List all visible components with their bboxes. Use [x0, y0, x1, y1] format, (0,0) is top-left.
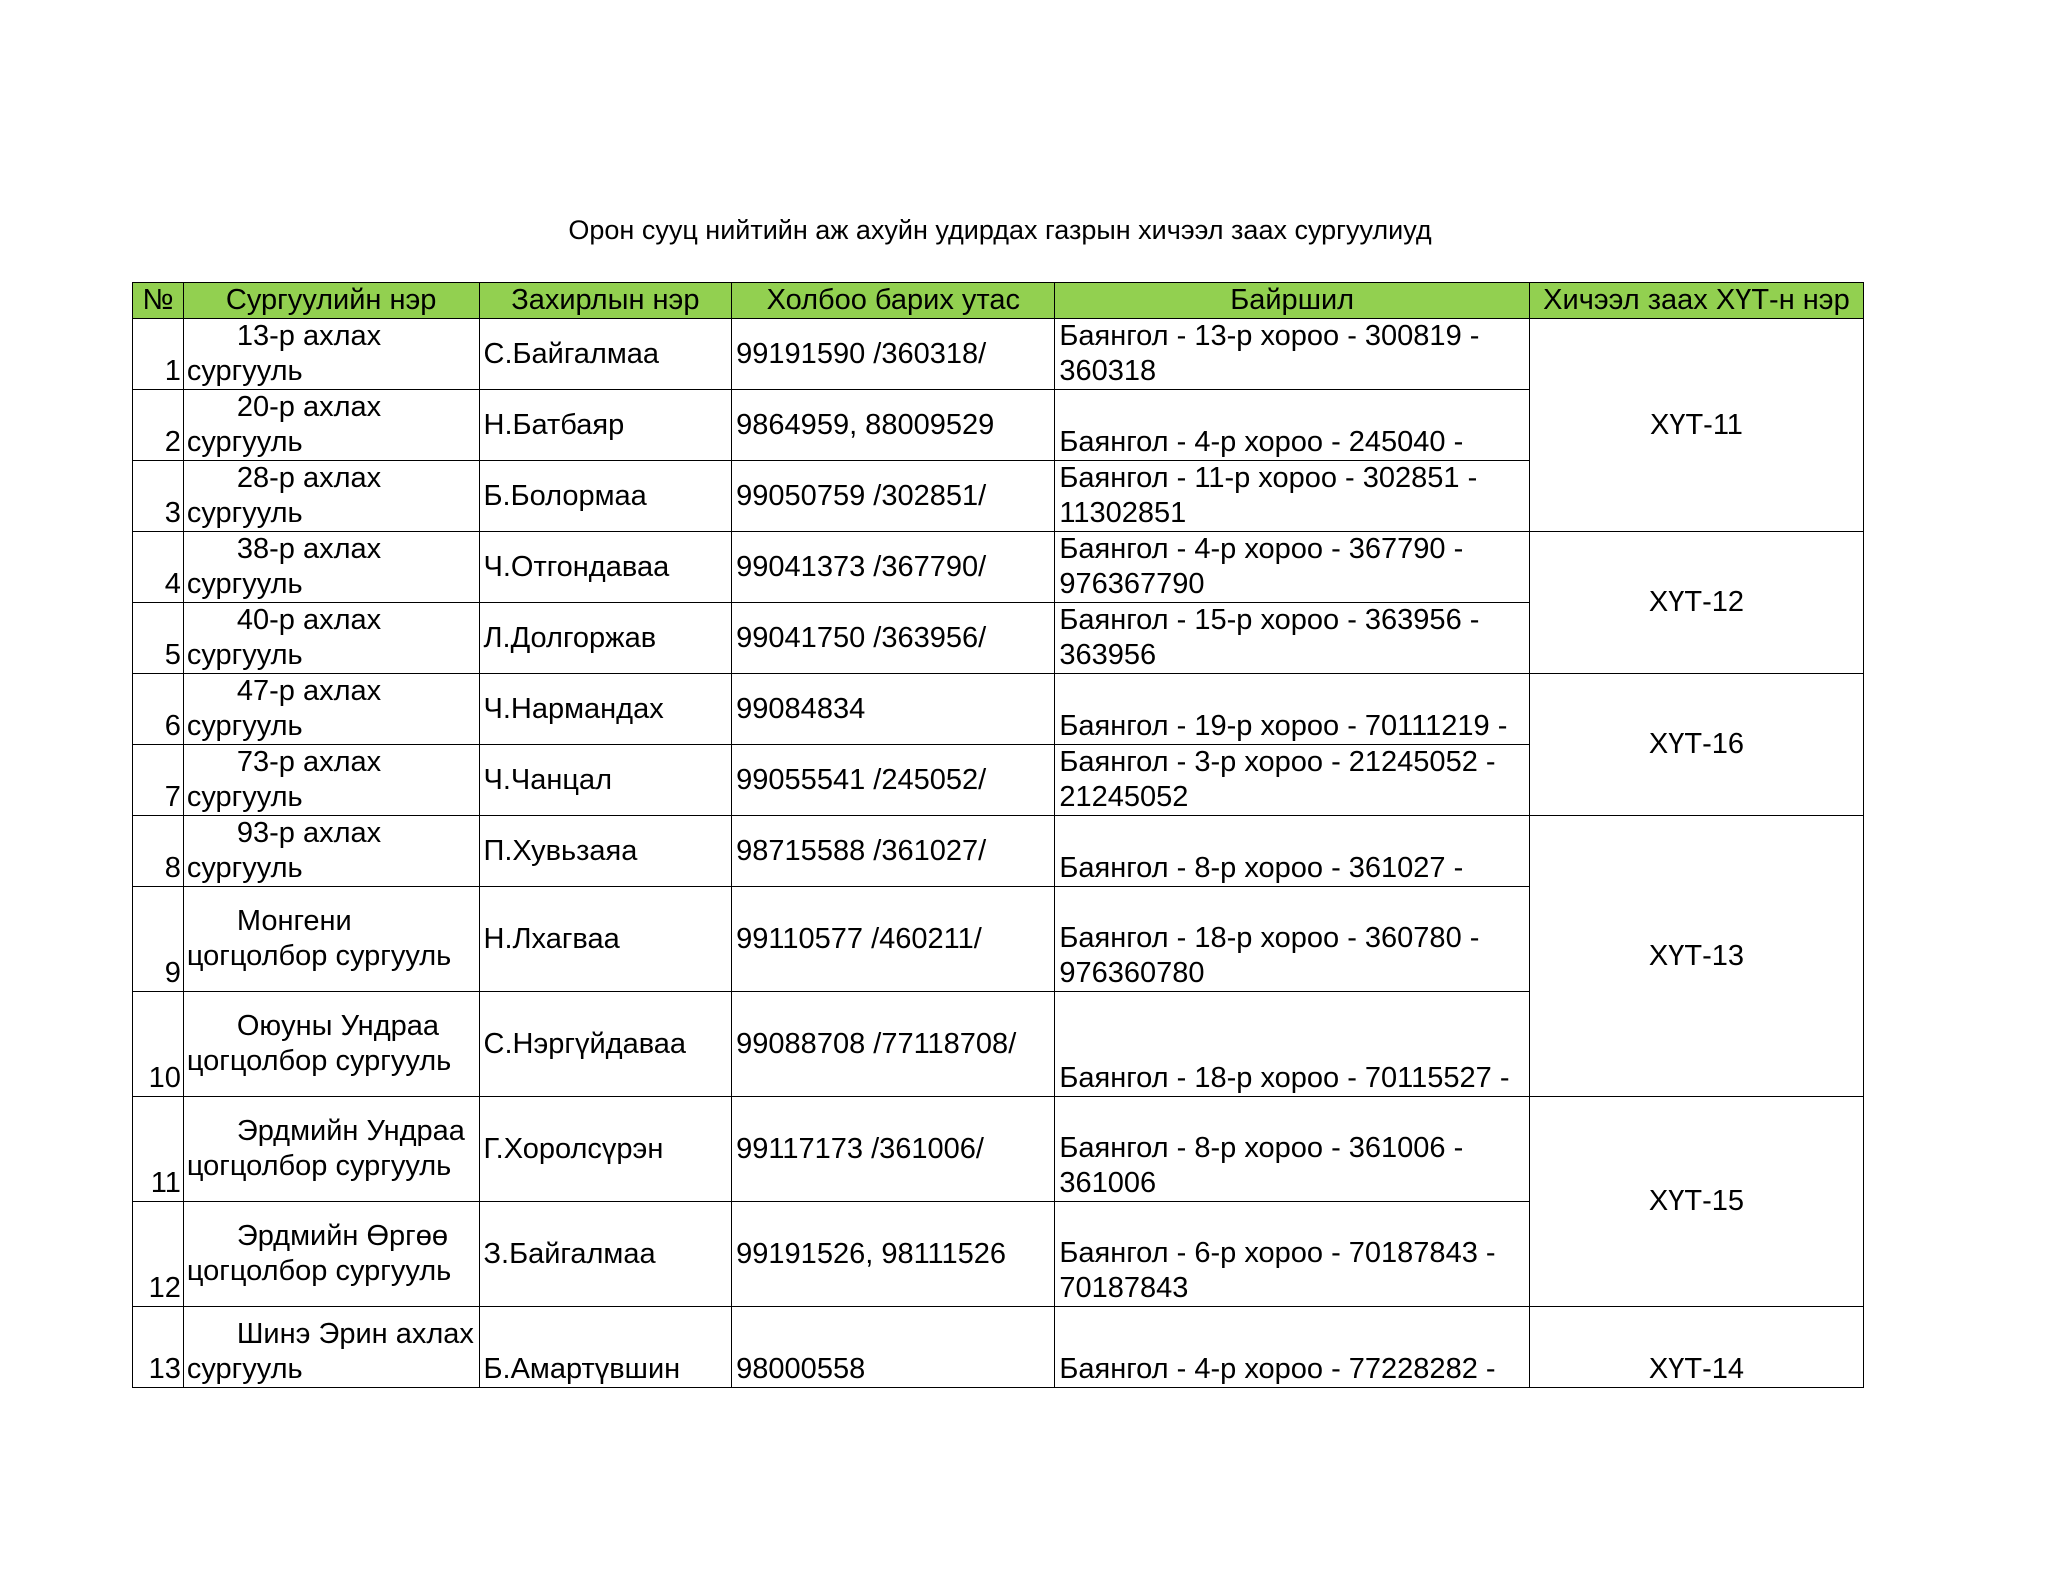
location: Баянгол - 8-р хороо - 361027 -: [1055, 816, 1530, 887]
phone: 99110577 /460211/: [732, 887, 1055, 992]
director-name: С.Нэргүйдаваа: [479, 992, 732, 1097]
director-name: Ч.Чанцал: [479, 745, 732, 816]
header-number: №: [133, 283, 184, 319]
school-name: Эрдмийн Өргөө цогцолбор сургууль: [183, 1202, 479, 1307]
school-name: 93-р ахлах сургууль: [183, 816, 479, 887]
school-name: Монгени цогцолбор сургууль: [183, 887, 479, 992]
location: Баянгол - 6-р хороо - 70187843 - 70187843: [1055, 1202, 1530, 1307]
location: Баянгол - 4-р хороо - 367790 - 976367790: [1055, 532, 1530, 603]
center-group: ХҮТ-16: [1529, 674, 1863, 816]
center-group: ХҮТ-11: [1529, 319, 1863, 532]
schools-table: [132, 282, 1864, 1388]
director-name: Б.Амартүвшин: [479, 1307, 732, 1388]
phone: 99055541 /245052/: [732, 745, 1055, 816]
location: Баянгол - 13-р хороо - 300819 - 360318: [1055, 319, 1530, 390]
phone: 98715588 /361027/: [732, 816, 1055, 887]
director-name: Г.Хоролсүрэн: [479, 1097, 732, 1202]
director-name: С.Байгалмаа: [479, 319, 732, 390]
document-title: Орон сууц нийтийн аж ахуйн удирдах газрын хичээл заах сургуулиуд: [568, 215, 1432, 245]
row-number: 11: [133, 1097, 184, 1202]
phone: 99088708 /77118708/: [732, 992, 1055, 1097]
director-name: Н.Лхагваа: [479, 887, 732, 992]
phone: 99191590 /360318/: [732, 319, 1055, 390]
location: Баянгол - 4-р хороо - 245040 -: [1055, 390, 1530, 461]
phone: 98000558: [732, 1307, 1055, 1388]
header-school-name: Сургуулийн нэр: [183, 283, 479, 319]
header-phone: Холбоо барих утас: [732, 283, 1055, 319]
table-row: [133, 532, 1864, 603]
phone: 99041373 /367790/: [732, 532, 1055, 603]
table-row: [133, 319, 1864, 390]
location: Баянгол - 8-р хороо - 361006 - 361006: [1055, 1097, 1530, 1202]
table-header-row: [133, 283, 1864, 319]
director-name: Ч.Нармандах: [479, 674, 732, 745]
school-name: 40-р ахлах сургууль: [183, 603, 479, 674]
location: Баянгол - 19-р хороо - 70111219 -: [1055, 674, 1530, 745]
row-number: 2: [133, 390, 184, 461]
header-center: Хичээл заах ХҮТ-н нэр: [1529, 283, 1863, 319]
row-number: 6: [133, 674, 184, 745]
row-number: 12: [133, 1202, 184, 1307]
table-row: [133, 816, 1864, 887]
row-number: 8: [133, 816, 184, 887]
header-director: Захирлын нэр: [479, 283, 732, 319]
location: Баянгол - 11-р хороо - 302851 - 11302851: [1055, 461, 1530, 532]
row-number: 10: [133, 992, 184, 1097]
row-number: 4: [133, 532, 184, 603]
location: Баянгол - 18-р хороо - 360780 - 976360780: [1055, 887, 1530, 992]
director-name: П.Хувьзаяа: [479, 816, 732, 887]
row-number: 7: [133, 745, 184, 816]
school-name: 20-р ахлах сургууль: [183, 390, 479, 461]
row-number: 3: [133, 461, 184, 532]
center-group: ХҮТ-14: [1529, 1307, 1863, 1388]
location: Баянгол - 15-р хороо - 363956 - 363956: [1055, 603, 1530, 674]
school-name: Оюуны Ундраа цогцолбор сургууль: [183, 992, 479, 1097]
center-group: ХҮТ-15: [1529, 1097, 1863, 1307]
school-name: Эрдмийн Ундраа цогцолбор сургууль: [183, 1097, 479, 1202]
location: Баянгол - 18-р хороо - 70115527 -: [1055, 992, 1530, 1097]
center-group: ХҮТ-12: [1529, 532, 1863, 674]
table-row: [133, 1097, 1864, 1202]
phone: 9864959, 88009529: [732, 390, 1055, 461]
phone: 99050759 /302851/: [732, 461, 1055, 532]
center-group: ХҮТ-13: [1529, 816, 1863, 1097]
director-name: Б.Болормаа: [479, 461, 732, 532]
row-number: 5: [133, 603, 184, 674]
phone: 99084834: [732, 674, 1055, 745]
school-name: 13-р ахлах сургууль: [183, 319, 479, 390]
school-name: Шинэ Эрин ахлах сургууль: [183, 1307, 479, 1388]
table-row: [133, 1307, 1864, 1388]
director-name: Н.Батбаяр: [479, 390, 732, 461]
header-location: Байршил: [1055, 283, 1530, 319]
school-name: 47-р ахлах сургууль: [183, 674, 479, 745]
phone: 99117173 /361006/: [732, 1097, 1055, 1202]
director-name: З.Байгалмаа: [479, 1202, 732, 1307]
phone: 99041750 /363956/: [732, 603, 1055, 674]
row-number: 13: [133, 1307, 184, 1388]
school-name: 28-р ахлах сургууль: [183, 461, 479, 532]
school-name: 73-р ахлах сургууль: [183, 745, 479, 816]
row-number: 9: [133, 887, 184, 992]
school-name: 38-р ахлах сургууль: [183, 532, 479, 603]
table-row: [133, 674, 1864, 745]
director-name: Ч.Отгондаваа: [479, 532, 732, 603]
director-name: Л.Долгоржав: [479, 603, 732, 674]
schools-table-viewport: [132, 282, 1864, 1385]
location: Баянгол - 4-р хороо - 77228282 -: [1055, 1307, 1530, 1388]
row-number: 1: [133, 319, 184, 390]
location: Баянгол - 3-р хороо - 21245052 - 21245052: [1055, 745, 1530, 816]
phone: 99191526, 98111526: [732, 1202, 1055, 1307]
